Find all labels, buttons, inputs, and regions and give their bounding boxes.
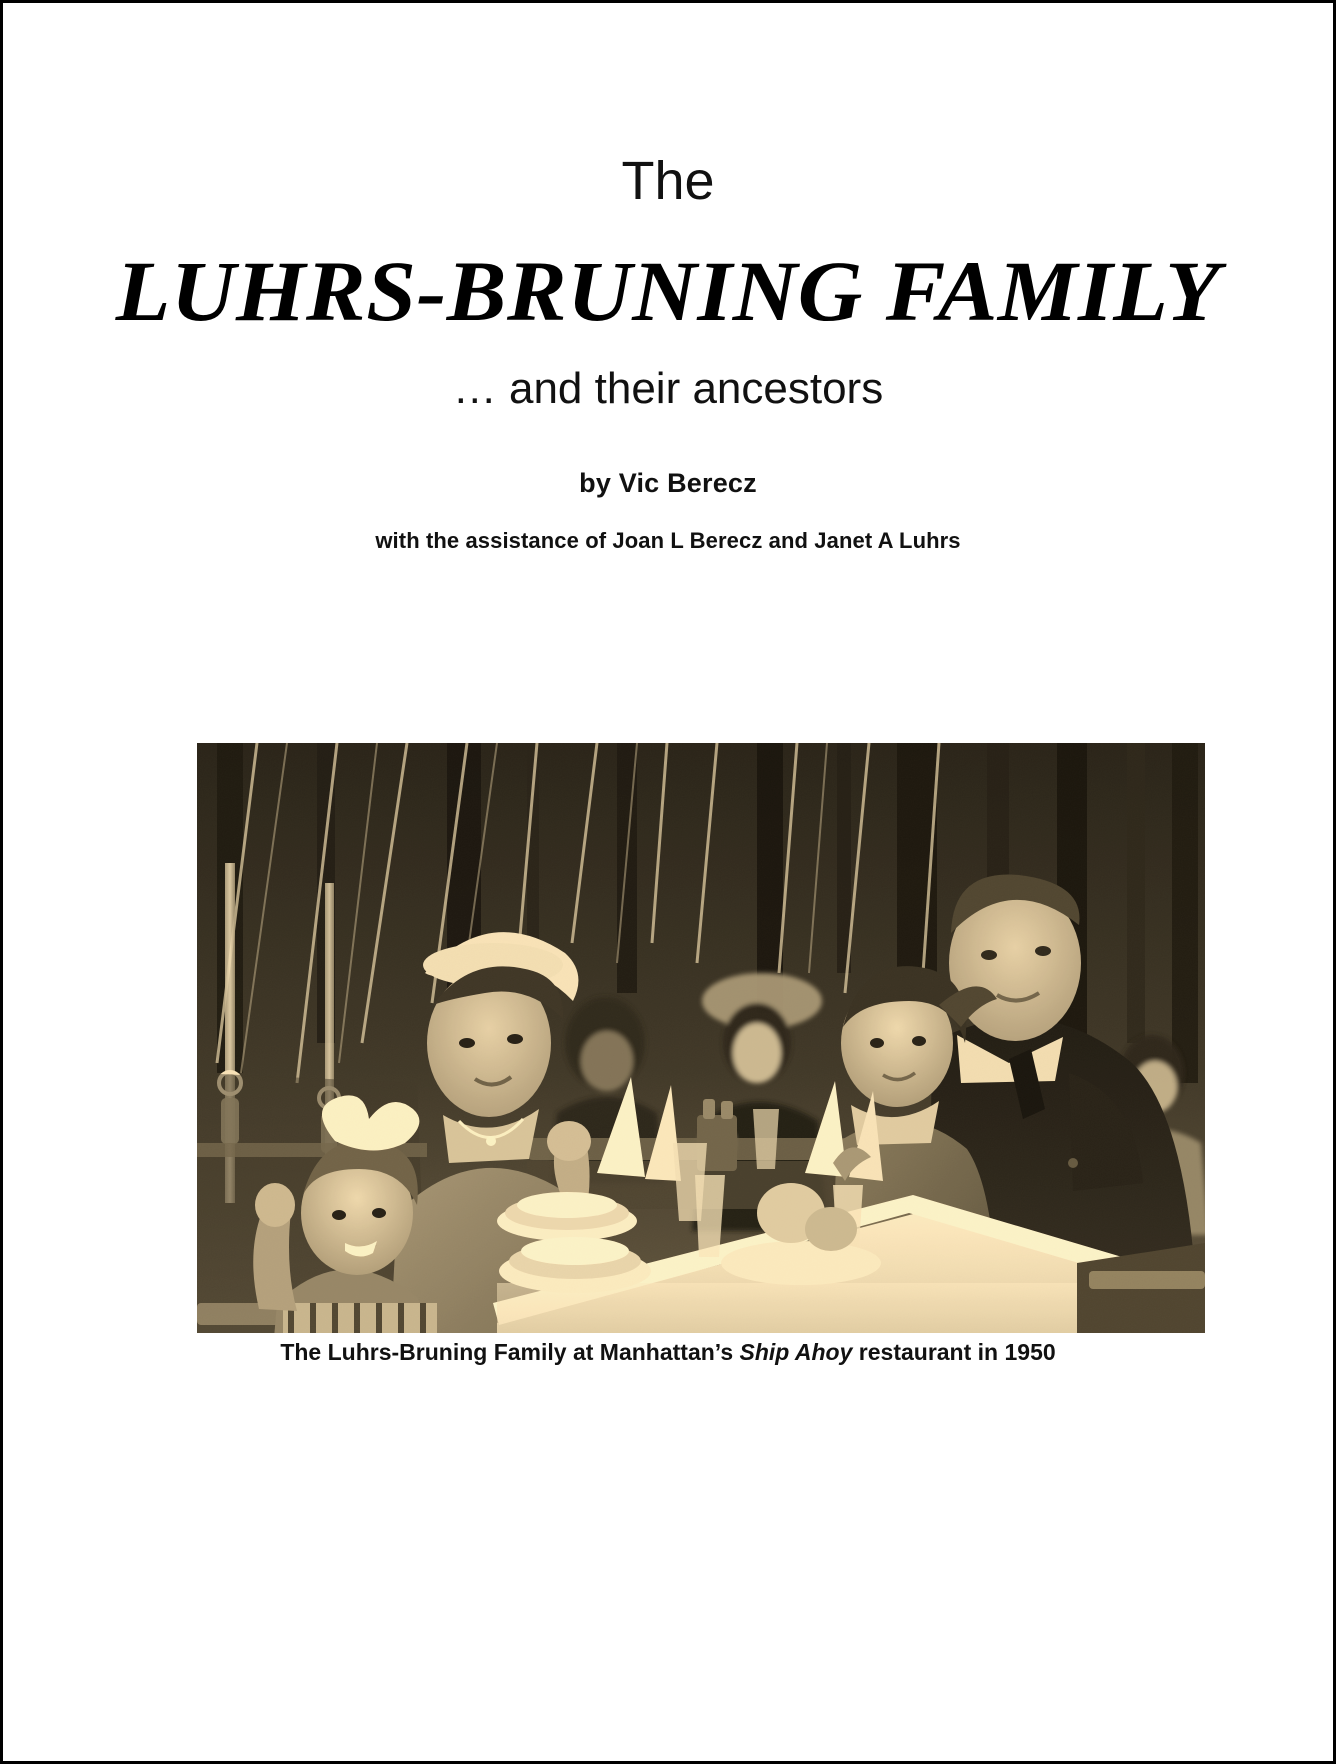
- title-line-the: The: [621, 151, 715, 211]
- page-title: LUHRS-BRUNING FAMILY: [115, 242, 1221, 339]
- title-block: [3, 153, 1333, 414]
- assistance-credit: with the assistance of Joan L Berecz and Janet A Luhrs: [375, 528, 961, 553]
- cover-photograph: [197, 743, 1205, 1333]
- caption-suffix: restaurant in 1950: [852, 1339, 1056, 1365]
- caption-prefix: The Luhrs-Bruning Family at Manhattan’s: [280, 1339, 740, 1365]
- byline-block: [3, 468, 1333, 554]
- caption-restaurant-name: Ship Ahoy: [739, 1339, 853, 1365]
- title-subtitle: … and their ancestors: [452, 364, 884, 414]
- photo-image: [197, 743, 1205, 1333]
- author-byline: by Vic Berecz: [579, 468, 757, 498]
- photo-caption: [3, 1339, 1333, 1366]
